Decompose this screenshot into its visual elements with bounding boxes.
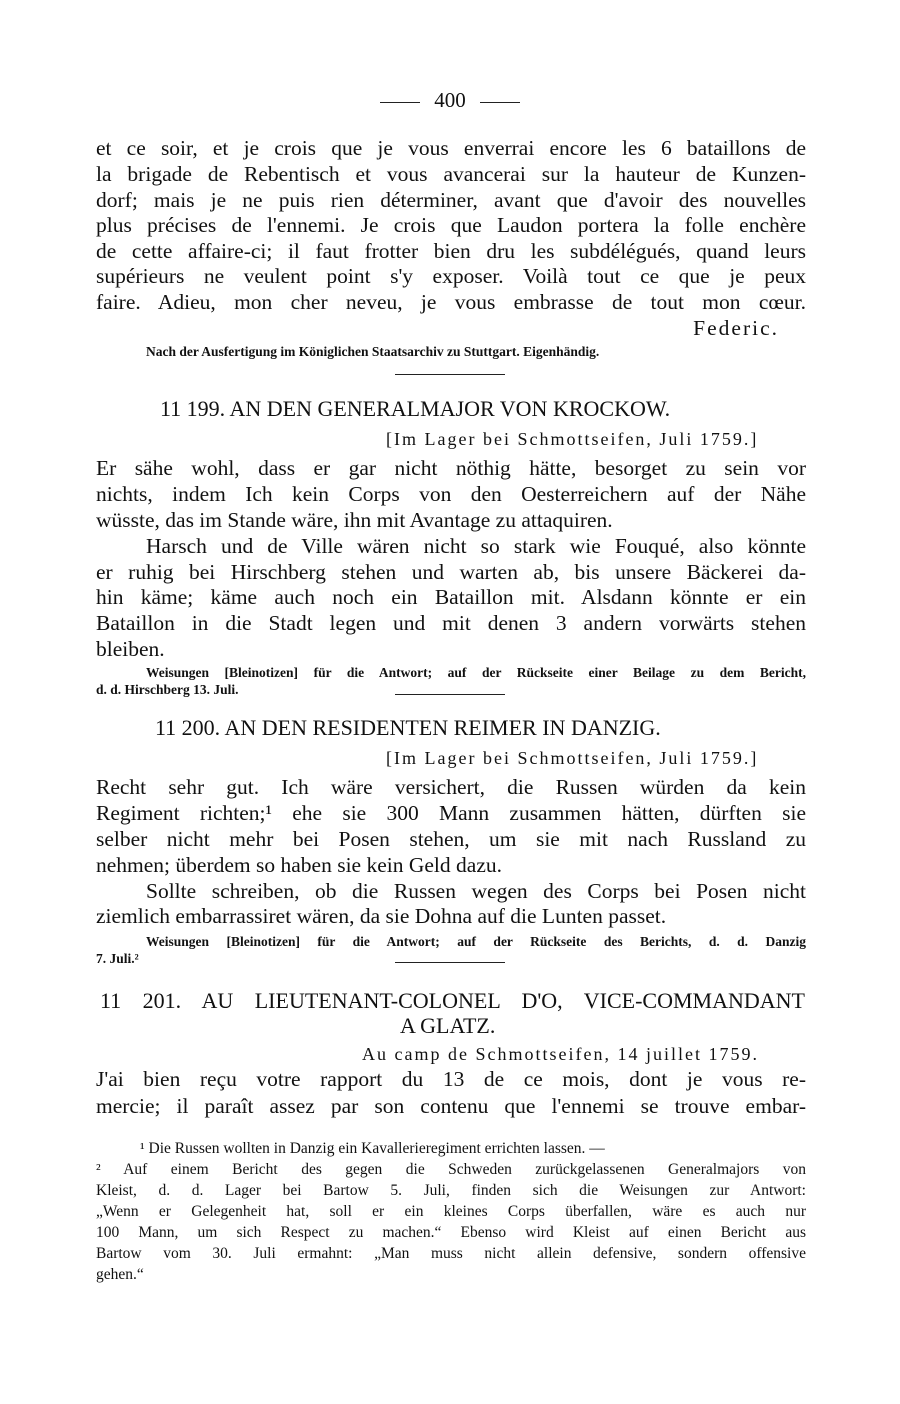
body-line: de cette affaire-ci; il faut frotter bien dru les subdélégués, quand leurs <box>96 239 806 263</box>
footnote-line: ² Auf einem Bericht des gegen die Schweden zurückgelassenen Generalmajors von <box>96 1161 806 1178</box>
body-line: la brigade de Rebentisch et vous avancerai sur la hauteur de Kunzen- <box>96 162 806 186</box>
body-line: faire. Adieu, mon cher neveu, je vous embrasse de tout mon cœur. <box>96 290 806 314</box>
body-line: bleiben. <box>96 637 165 661</box>
page-number-rule-right <box>480 102 520 103</box>
note-line: 7. Juli.² <box>96 951 139 966</box>
body-line: Er sähe wohl, dass er gar nicht nöthig hätte, besorget zu sein vor <box>96 456 806 480</box>
page-number-rule-left <box>380 102 420 103</box>
letter-heading: A GLATZ. <box>400 1013 496 1038</box>
letter-heading: 11 199. AN DEN GENERALMAJOR VON KROCKOW. <box>160 396 671 421</box>
letter-heading: 11 201. AU LIEUTENANT-COLONEL D'O, VICE-COMMANDANT <box>100 988 805 1013</box>
section-divider <box>395 694 505 695</box>
body-line: Harsch und de Ville wären nicht so stark wie Fouqué, also könnte <box>146 534 806 558</box>
section-divider <box>395 374 505 375</box>
body-line: Bataillon in die Stadt legen und mit denen 3 andern vorwärts stehen <box>96 611 806 635</box>
body-line: supérieurs ne veulent point s'y exposer. Voilà tout ce que je peux <box>96 264 806 288</box>
page-number: 400 <box>0 88 900 113</box>
note-line: Weisungen [Bleinotizen] für die Antwort; auf der Rückseite des Berichts, d. d. Danzig <box>146 934 806 949</box>
body-line: Regiment richten;¹ ehe sie 300 Mann zusammen hätten, dürften sie <box>96 801 806 825</box>
section-divider <box>395 962 505 963</box>
footnote-line: „Wenn er Gelegenheit hat, soll er ein kleines Corps überfallen, wäre es auch nur <box>96 1203 806 1220</box>
body-line: J'ai bien reçu votre rapport du 13 de ce mois, dont je vous re- <box>96 1067 806 1091</box>
body-line: dorf; mais je ne puis rien déterminer, avant que d'avoir des nouvelles <box>96 188 806 212</box>
footnote-line: Bartow vom 30. Juli ermahnt: „Man muss nicht allein defensive, sondern offensive <box>96 1245 806 1262</box>
note-line: d. d. Hirschberg 13. Juli. <box>96 682 239 697</box>
body-line: selber nicht mehr bei Posen stehen, um sie mit nach Russland zu <box>96 827 806 851</box>
dateline: Au camp de Schmottseifen, 14 juillet 1759. <box>362 1044 759 1064</box>
dateline: [Im Lager bei Schmottseifen, Juli 1759.] <box>386 748 759 768</box>
dateline: [Im Lager bei Schmottseifen, Juli 1759.] <box>386 429 759 449</box>
footnote-line: ¹ Die Russen wollten in Danzig ein Kavallerieregiment errichten lassen. — <box>140 1140 605 1157</box>
note-line: Weisungen [Bleinotizen] für die Antwort; auf der Rückseite einer Beilage zu dem Bericht, <box>146 665 806 680</box>
footnote-line: Kleist, d. d. Lager bei Bartow 5. Juli, finden sich die Weisungen zur Antwort: <box>96 1182 806 1199</box>
body-line: Recht sehr gut. Ich wäre versichert, die Russen würden da kein <box>96 775 806 799</box>
body-line: er ruhig bei Hirschberg stehen und warten ab, bis unsere Bäckerei da- <box>96 560 806 584</box>
body-line: wüsste, das im Stande wäre, ihn mit Avantage zu attaquiren. <box>96 508 613 532</box>
signature: Federic. <box>693 316 779 340</box>
footnote-line: 100 Mann, um sich Respect zu machen.“ Ebenso wird Kleist auf einen Bericht aus <box>96 1224 806 1241</box>
body-line: hin käme; käme auch noch ein Bataillon mit. Alsdann könnte er ein <box>96 585 806 609</box>
letter-heading: 11 200. AN DEN RESIDENTEN REIMER IN DANZIG. <box>155 715 661 740</box>
footnote-line: gehen.“ <box>96 1266 144 1283</box>
body-line: Sollte schreiben, ob die Russen wegen des Corps bei Posen nicht <box>146 879 806 903</box>
body-line: nichts, indem Ich kein Corps von den Oesterreichern auf der Nähe <box>96 482 806 506</box>
body-line: et ce soir, et je crois que je vous enverrai encore les 6 bataillons de <box>96 136 806 160</box>
body-line: ziemlich embarrassiret wären, da sie Dohna auf die Lunten passet. <box>96 904 667 928</box>
body-line: mercie; il paraît assez par son contenu que l'ennemi se trouve embar- <box>96 1094 806 1118</box>
body-line: nehmen; überdem so haben sie kein Geld dazu. <box>96 853 502 877</box>
body-line: plus précises de l'ennemi. Je crois que Laudon portera la folle enchère <box>96 213 806 237</box>
source-note: Nach der Ausfertigung im Königlichen Staatsarchiv zu Stuttgart. Eigenhändig. <box>146 344 600 359</box>
